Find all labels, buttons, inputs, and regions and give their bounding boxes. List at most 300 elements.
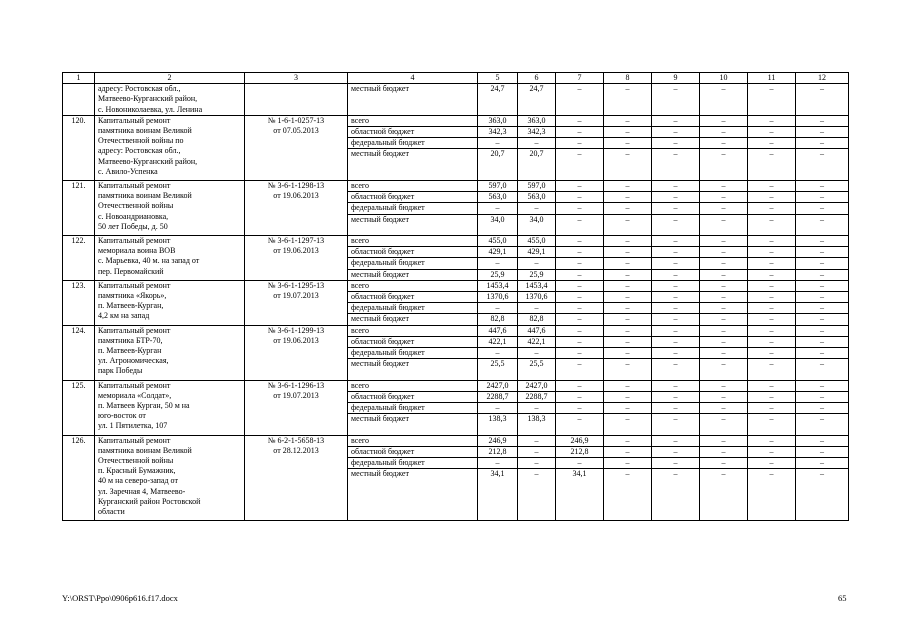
- amount-cell: –: [556, 247, 604, 258]
- object-description: [95, 435, 245, 521]
- amount-cell: –: [700, 403, 748, 414]
- amount-cell: 342,3: [518, 127, 556, 138]
- document-ref: [245, 380, 348, 435]
- cell-line: 40 м на северо-запад от: [98, 476, 178, 486]
- cell-line: Капитальный ремонт: [98, 280, 171, 290]
- cell-line: № 3-6-1-1299-13: [267, 325, 325, 335]
- amount-cell: –: [700, 247, 748, 258]
- amount-cell: –: [604, 435, 652, 446]
- amount-cell: 429,1: [478, 247, 518, 258]
- amount-cell: –: [796, 258, 849, 269]
- cell-line: п. Матвеев-Курган: [98, 346, 162, 356]
- table-header-row: [63, 73, 849, 84]
- amount-cell: –: [796, 336, 849, 347]
- amount-cell: –: [652, 336, 700, 347]
- amount-cell: 597,0: [518, 181, 556, 192]
- amount-cell: –: [556, 138, 604, 149]
- amount-cell: –: [796, 458, 849, 469]
- amount-cell: –: [652, 348, 700, 359]
- amount-cell: –: [604, 403, 652, 414]
- object-description: [95, 115, 245, 180]
- cell-line: юго-восток от: [98, 411, 146, 421]
- amount-cell: –: [604, 325, 652, 336]
- cell-line: памятника воинам Великой: [98, 126, 192, 136]
- amount-cell: –: [700, 269, 748, 280]
- amount-cell: –: [556, 292, 604, 303]
- amount-cell: –: [748, 149, 796, 181]
- amount-cell: –: [604, 280, 652, 291]
- cell-line: с. Марьевка, 40 м. на запад от: [98, 256, 200, 266]
- amount-cell: –: [478, 303, 518, 314]
- amount-cell: –: [700, 336, 748, 347]
- amount-cell: –: [796, 303, 849, 314]
- amount-cell: –: [796, 391, 849, 402]
- amount-cell: –: [700, 359, 748, 380]
- amount-cell: –: [652, 258, 700, 269]
- amount-cell: –: [748, 181, 796, 192]
- object-description: [95, 325, 245, 380]
- cell-line: Курганский район Ростовской: [98, 496, 201, 506]
- column-header: 7: [556, 73, 604, 84]
- cell-line: Капитальный ремонт: [98, 236, 171, 246]
- amount-cell: –: [748, 127, 796, 138]
- column-header: 8: [604, 73, 652, 84]
- amount-cell: –: [556, 314, 604, 325]
- amount-cell: –: [796, 414, 849, 435]
- table-row: [63, 84, 849, 116]
- amount-cell: –: [700, 469, 748, 521]
- amount-cell: –: [748, 348, 796, 359]
- amount-cell: –: [604, 84, 652, 116]
- cell-line: ул. 1 Пятилетка, 107: [98, 421, 168, 431]
- cell-line: Матвеево-Курганский район,: [98, 156, 198, 166]
- amount-cell: –: [652, 149, 700, 181]
- amount-cell: 447,6: [478, 325, 518, 336]
- amount-cell: –: [748, 280, 796, 291]
- amount-cell: 1370,6: [478, 292, 518, 303]
- funding-source: местный бюджет: [348, 469, 478, 521]
- document-ref: [245, 181, 348, 236]
- funding-source: областной бюджет: [348, 292, 478, 303]
- amount-cell: –: [700, 435, 748, 446]
- amount-cell: –: [652, 391, 700, 402]
- amount-cell: 34,0: [478, 214, 518, 235]
- amount-cell: –: [700, 149, 748, 181]
- amount-cell: –: [748, 84, 796, 116]
- amount-cell: –: [748, 214, 796, 235]
- amount-cell: 2427,0: [478, 380, 518, 391]
- amount-cell: –: [652, 181, 700, 192]
- amount-cell: 25,9: [518, 269, 556, 280]
- amount-cell: –: [700, 391, 748, 402]
- amount-cell: –: [796, 115, 849, 126]
- amount-cell: 212,8: [478, 446, 518, 457]
- column-header: 10: [700, 73, 748, 84]
- cell-line: с. Авило-Успенка: [98, 166, 158, 176]
- document-ref: [245, 325, 348, 380]
- cell-line: от 19.07.2013: [273, 390, 319, 400]
- amount-cell: –: [604, 336, 652, 347]
- amount-cell: –: [556, 214, 604, 235]
- cell-line: с. Новоандриановка,: [98, 211, 169, 221]
- amount-cell: –: [652, 314, 700, 325]
- amount-cell: –: [518, 303, 556, 314]
- cell-line: Капитальный ремонт: [98, 380, 171, 390]
- column-header: 9: [652, 73, 700, 84]
- amount-cell: 246,9: [556, 435, 604, 446]
- amount-cell: –: [652, 380, 700, 391]
- amount-cell: 24,7: [518, 84, 556, 116]
- cell-line: мемориала «Солдат»,: [98, 390, 172, 400]
- amount-cell: 342,3: [478, 127, 518, 138]
- amount-cell: 1370,6: [518, 292, 556, 303]
- cell-line: Капитальный ремонт: [98, 435, 171, 445]
- document-ref: [245, 115, 348, 180]
- amount-cell: –: [748, 359, 796, 380]
- amount-cell: –: [748, 292, 796, 303]
- amount-cell: –: [478, 458, 518, 469]
- amount-cell: –: [700, 84, 748, 116]
- amount-cell: –: [478, 403, 518, 414]
- cell-line: памятника БТР-70,: [98, 335, 163, 345]
- amount-cell: –: [556, 380, 604, 391]
- amount-cell: –: [748, 336, 796, 347]
- cell-line: от 07.05.2013: [273, 126, 319, 136]
- amount-cell: –: [652, 403, 700, 414]
- amount-cell: –: [748, 203, 796, 214]
- amount-cell: –: [604, 292, 652, 303]
- object-description: [95, 280, 245, 325]
- amount-cell: –: [796, 269, 849, 280]
- amount-cell: 1453,4: [478, 280, 518, 291]
- amount-cell: –: [700, 303, 748, 314]
- amount-cell: –: [518, 403, 556, 414]
- funding-source: местный бюджет: [348, 314, 478, 325]
- cell-line: ул. Заречная 4, Матвеево-: [98, 486, 186, 496]
- amount-cell: –: [700, 236, 748, 247]
- amount-cell: 2427,0: [518, 380, 556, 391]
- amount-cell: –: [700, 325, 748, 336]
- cell-line: № 3-6-1-1298-13: [267, 181, 325, 191]
- amount-cell: –: [796, 203, 849, 214]
- amount-cell: –: [604, 149, 652, 181]
- amount-cell: –: [518, 458, 556, 469]
- table-row: [63, 181, 849, 192]
- amount-cell: –: [748, 414, 796, 435]
- amount-cell: 363,0: [478, 115, 518, 126]
- amount-cell: –: [796, 236, 849, 247]
- cell-line: Матвеево-Курганский район,: [98, 94, 198, 104]
- funding-source: федеральный бюджет: [348, 348, 478, 359]
- amount-cell: –: [796, 84, 849, 116]
- amount-cell: 597,0: [478, 181, 518, 192]
- cell-line: от 19.06.2013: [273, 335, 319, 345]
- entry-number: [63, 84, 95, 116]
- object-description: [95, 380, 245, 435]
- amount-cell: –: [796, 247, 849, 258]
- amount-cell: –: [796, 314, 849, 325]
- funding-source: всего: [348, 115, 478, 126]
- column-header: 2: [95, 73, 245, 84]
- funding-source: местный бюджет: [348, 84, 478, 116]
- column-header: 11: [748, 73, 796, 84]
- funding-source: всего: [348, 380, 478, 391]
- amount-cell: –: [748, 325, 796, 336]
- funding-source: федеральный бюджет: [348, 403, 478, 414]
- amount-cell: 2288,7: [478, 391, 518, 402]
- amount-cell: –: [556, 458, 604, 469]
- amount-cell: –: [652, 435, 700, 446]
- amount-cell: –: [478, 138, 518, 149]
- amount-cell: 429,1: [518, 247, 556, 258]
- amount-cell: –: [796, 359, 849, 380]
- amount-cell: –: [748, 391, 796, 402]
- amount-cell: –: [652, 458, 700, 469]
- amount-cell: 455,0: [518, 236, 556, 247]
- column-header: 5: [478, 73, 518, 84]
- amount-cell: –: [652, 138, 700, 149]
- amount-cell: –: [652, 280, 700, 291]
- cell-line: Капитальный ремонт: [98, 115, 171, 125]
- funding-source: федеральный бюджет: [348, 203, 478, 214]
- amount-cell: –: [796, 348, 849, 359]
- entry-number: 120.: [63, 115, 95, 180]
- amount-cell: –: [700, 380, 748, 391]
- entry-number: 121.: [63, 181, 95, 236]
- amount-cell: –: [556, 348, 604, 359]
- amount-cell: –: [796, 292, 849, 303]
- table-row: [63, 325, 849, 336]
- cell-line: № 6-2-1-5658-13: [267, 435, 325, 445]
- funding-source: областной бюджет: [348, 336, 478, 347]
- amount-cell: 563,0: [478, 192, 518, 203]
- amount-cell: –: [748, 192, 796, 203]
- amount-cell: –: [556, 192, 604, 203]
- amount-cell: –: [604, 236, 652, 247]
- amount-cell: –: [652, 446, 700, 457]
- amount-cell: –: [604, 115, 652, 126]
- amount-cell: –: [748, 458, 796, 469]
- entry-number: 122.: [63, 236, 95, 281]
- funding-source: местный бюджет: [348, 359, 478, 380]
- amount-cell: –: [796, 280, 849, 291]
- object-description: [95, 236, 245, 281]
- funding-source: всего: [348, 181, 478, 192]
- funding-source: областной бюджет: [348, 446, 478, 457]
- amount-cell: –: [652, 325, 700, 336]
- amount-cell: –: [796, 469, 849, 521]
- funding-source: местный бюджет: [348, 269, 478, 280]
- amount-cell: –: [700, 192, 748, 203]
- amount-cell: 363,0: [518, 115, 556, 126]
- amount-cell: –: [748, 258, 796, 269]
- document-ref: [245, 435, 348, 521]
- amount-cell: –: [748, 435, 796, 446]
- amount-cell: –: [604, 181, 652, 192]
- amount-cell: –: [652, 84, 700, 116]
- funding-source: местный бюджет: [348, 214, 478, 235]
- amount-cell: –: [700, 258, 748, 269]
- amount-cell: –: [700, 292, 748, 303]
- amount-cell: –: [796, 138, 849, 149]
- amount-cell: –: [556, 181, 604, 192]
- amount-cell: –: [518, 203, 556, 214]
- document-ref: [245, 280, 348, 325]
- amount-cell: –: [796, 181, 849, 192]
- amount-cell: –: [700, 115, 748, 126]
- cell-line: п. Матвеев Курган, 50 м на: [98, 401, 190, 411]
- funding-source: местный бюджет: [348, 149, 478, 181]
- amount-cell: –: [556, 236, 604, 247]
- amount-cell: –: [652, 203, 700, 214]
- amount-cell: –: [652, 303, 700, 314]
- amount-cell: 34,0: [518, 214, 556, 235]
- amount-cell: –: [796, 127, 849, 138]
- cell-line: № 3-6-1-1295-13: [267, 280, 325, 290]
- amount-cell: –: [556, 269, 604, 280]
- funding-source: всего: [348, 236, 478, 247]
- amount-cell: 34,1: [478, 469, 518, 521]
- column-header: 6: [518, 73, 556, 84]
- amount-cell: –: [556, 149, 604, 181]
- cell-line: № 3-6-1-1296-13: [267, 380, 325, 390]
- amount-cell: –: [796, 192, 849, 203]
- amount-cell: –: [518, 469, 556, 521]
- amount-cell: –: [700, 458, 748, 469]
- amount-cell: –: [604, 458, 652, 469]
- amount-cell: –: [604, 391, 652, 402]
- cell-line: памятника воинам Великой: [98, 445, 192, 455]
- entry-number: 126.: [63, 435, 95, 521]
- table-row: [63, 380, 849, 391]
- amount-cell: –: [556, 115, 604, 126]
- amount-cell: –: [518, 446, 556, 457]
- funding-source: всего: [348, 325, 478, 336]
- amount-cell: –: [478, 203, 518, 214]
- cell-line: памятника «Якорь»,: [98, 291, 167, 301]
- object-description: [95, 84, 245, 116]
- object-description: [95, 181, 245, 236]
- amount-cell: –: [556, 414, 604, 435]
- amount-cell: –: [604, 192, 652, 203]
- amount-cell: –: [556, 127, 604, 138]
- amount-cell: 82,8: [518, 314, 556, 325]
- funding-source: областной бюджет: [348, 127, 478, 138]
- cell-line: Отечественной войны: [98, 201, 174, 211]
- amount-cell: 563,0: [518, 192, 556, 203]
- cell-line: парк Победы: [98, 366, 143, 376]
- amount-cell: –: [652, 214, 700, 235]
- amount-cell: –: [604, 359, 652, 380]
- funding-source: федеральный бюджет: [348, 258, 478, 269]
- amount-cell: 422,1: [518, 336, 556, 347]
- amount-cell: –: [652, 359, 700, 380]
- amount-cell: –: [652, 192, 700, 203]
- amount-cell: –: [604, 138, 652, 149]
- cell-line: от 19.07.2013: [273, 291, 319, 301]
- funding-source: федеральный бюджет: [348, 138, 478, 149]
- amount-cell: 138,3: [478, 414, 518, 435]
- amount-cell: –: [518, 138, 556, 149]
- amount-cell: 138,3: [518, 414, 556, 435]
- amount-cell: 2288,7: [518, 391, 556, 402]
- funding-source: всего: [348, 435, 478, 446]
- amount-cell: 25,9: [478, 269, 518, 280]
- entry-number: 125.: [63, 380, 95, 435]
- amount-cell: –: [556, 203, 604, 214]
- amount-cell: –: [700, 138, 748, 149]
- amount-cell: –: [556, 84, 604, 116]
- amount-cell: 24,7: [478, 84, 518, 116]
- amount-cell: –: [700, 214, 748, 235]
- amount-cell: –: [604, 314, 652, 325]
- amount-cell: –: [748, 115, 796, 126]
- amount-cell: –: [652, 469, 700, 521]
- amount-cell: –: [604, 303, 652, 314]
- table-row: [63, 236, 849, 247]
- amount-cell: –: [604, 380, 652, 391]
- document-ref: [245, 236, 348, 281]
- amount-cell: –: [478, 258, 518, 269]
- cell-line: адресу: Ростовская обл.,: [98, 84, 181, 94]
- amount-cell: –: [652, 127, 700, 138]
- page-number: 65: [838, 593, 847, 603]
- cell-line: Капитальный ремонт: [98, 181, 171, 191]
- amount-cell: –: [700, 446, 748, 457]
- funding-source: всего: [348, 280, 478, 291]
- document-ref: [245, 84, 348, 116]
- amount-cell: –: [518, 435, 556, 446]
- amount-cell: –: [700, 348, 748, 359]
- cell-line: от 19.06.2013: [273, 191, 319, 201]
- amount-cell: –: [652, 414, 700, 435]
- file-path: Y:\ORST\Ppo\0906p616.f17.docx: [62, 593, 178, 603]
- amount-cell: 212,8: [556, 446, 604, 457]
- amount-cell: –: [556, 325, 604, 336]
- amount-cell: –: [700, 414, 748, 435]
- amount-cell: 422,1: [478, 336, 518, 347]
- amount-cell: –: [796, 214, 849, 235]
- amount-cell: –: [748, 303, 796, 314]
- cell-line: пер. Первомайский: [98, 266, 164, 276]
- amount-cell: –: [796, 149, 849, 181]
- cell-line: № 1-6-1-0257-13: [267, 115, 325, 125]
- amount-cell: 455,0: [478, 236, 518, 247]
- amount-cell: 1453,4: [518, 280, 556, 291]
- amount-cell: –: [556, 403, 604, 414]
- cell-line: п. Красный Бумажник,: [98, 466, 176, 476]
- amount-cell: –: [748, 446, 796, 457]
- amount-cell: –: [796, 325, 849, 336]
- funding-source: местный бюджет: [348, 414, 478, 435]
- cell-line: п. Матвеев-Курган,: [98, 301, 164, 311]
- cell-line: ул. Агрономическая,: [98, 356, 169, 366]
- amount-cell: –: [652, 236, 700, 247]
- amount-cell: –: [604, 214, 652, 235]
- amount-cell: –: [796, 403, 849, 414]
- amount-cell: –: [518, 348, 556, 359]
- amount-cell: –: [604, 348, 652, 359]
- cell-line: № 3-6-1-1297-13: [267, 236, 325, 246]
- amount-cell: –: [748, 269, 796, 280]
- column-header: 3: [245, 73, 348, 84]
- amount-cell: –: [604, 258, 652, 269]
- amount-cell: –: [748, 380, 796, 391]
- amount-cell: 246,9: [478, 435, 518, 446]
- amount-cell: –: [518, 258, 556, 269]
- funding-source: областной бюджет: [348, 247, 478, 258]
- amount-cell: 82,8: [478, 314, 518, 325]
